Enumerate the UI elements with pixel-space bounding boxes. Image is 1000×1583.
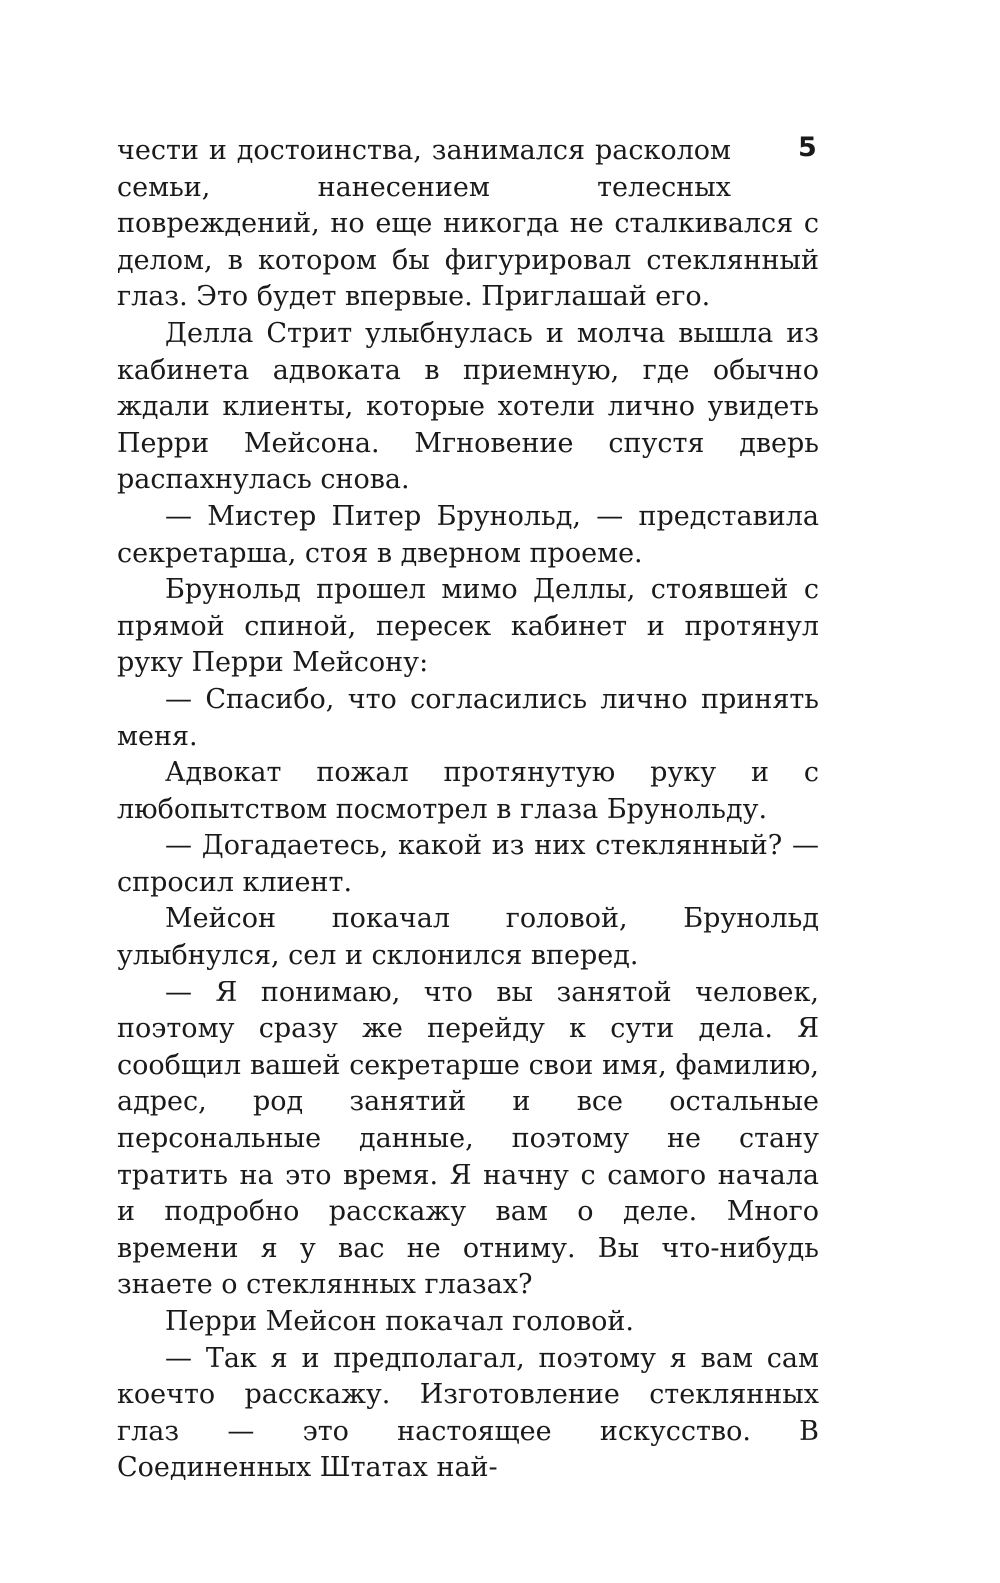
paragraph: — Спасибо, что согласились лично принять меня. [117, 683, 819, 752]
paragraph: — Мистер Питер Брунольд, — представила секретарша, стоя в дверном проеме. [117, 500, 819, 569]
paragraph: Адвокат пожал протянутую руку и с любопытством посмотрел в глаза Брунольду. [117, 757, 819, 825]
paragraph: чести и достоинства, занимался расколом семьи, нанесением телесных повреждений, но еще никогда не сталкивался с делом, в котором бы фигурировал стеклянный глаз. Это будет впервые. Приглашай его. [117, 135, 819, 313]
paragraph: — Так я и предполагал, поэтому я вам сам коечто расскажу. Изготовление стеклянных глаз — это настоящее искусство. В Соединенных Штатах най- [117, 1342, 819, 1484]
paragraph: — Я понимаю, что вы занятой человек, поэтому сразу же перейду к сути дела. Я сообщил вашей секретарше свои имя, фамилию, адрес, род занятий и все остальные персональные данные, поэтому не стану тратить на это время. Я начну с самого начала и подробно расскажу вам о деле. Много времени я у вас не отниму. Вы что-нибудь знаете о стеклянных глазах? [117, 976, 819, 1301]
page-number-gap [731, 133, 819, 173]
paragraph: Брунольд прошел мимо Деллы, стоявшей с прямой спиной, пересек кабинет и протянул руку Перри Мейсону: [117, 574, 819, 679]
page-number: 5 [798, 132, 817, 163]
paragraph: — Догадаетесь, какой из них стеклянный? — спросил клиент. [117, 830, 819, 898]
paragraph: Перри Мейсон покачал головой. [165, 1306, 634, 1337]
paragraph: Мейсон покачал головой, Брунольд улыбнулся, сел и склонился вперед. [117, 903, 819, 972]
body-text [117, 133, 819, 1487]
paragraph: Делла Стрит улыбнулась и молча вышла из кабинета адвоката в приемную, где обычно ждали клиенты, которые хотели лично увидеть Перри Мейсона. Мгновение спустя дверь распахнулась снова. [117, 317, 819, 496]
